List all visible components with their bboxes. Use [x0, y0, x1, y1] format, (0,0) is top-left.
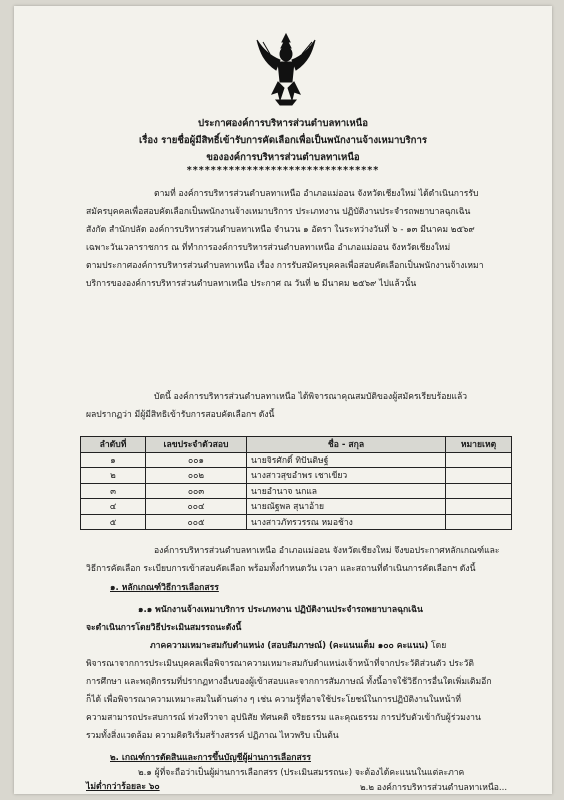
cell-remark: [446, 452, 512, 468]
section-1-1-title: ๑.๑ พนักงานจ้างเหมาบริการ ประเภทงาน ปฏิบัติงานประจำรถพยาบาลฉุกเฉิน: [138, 605, 423, 615]
cell-remark: [446, 499, 512, 515]
table-row: [81, 452, 512, 468]
cell-name: นายอำนาจ นกแล: [247, 483, 446, 499]
cell-order: ๒: [81, 468, 146, 484]
section-2-heading: ๒. เกณฑ์การตัดสินและการขึ้นบัญชีผู้ผ่านการเลือกสรร: [110, 753, 311, 763]
intro-line: สมัครบุคคลเพื่อสอบคัดเลือกเป็นพนักงานจ้างเหมาบริการ ประเภทงาน ปฏิบัติงานประจำรถพยาบาลฉุกเฉิน: [86, 207, 471, 217]
cell-exam-id: ๐๐๑: [146, 452, 247, 468]
cell-exam-id: ๐๐๒: [146, 468, 247, 484]
table-row: [81, 514, 512, 530]
cell-exam-id: ๐๐๔: [146, 499, 247, 515]
cell-order: ๓: [81, 483, 146, 499]
candidate-table: [80, 436, 512, 530]
cell-name: นางสาวภัทรวรรณ หมอช้าง: [247, 514, 446, 530]
column-header-order: ลำดับที่: [81, 437, 146, 453]
cell-order: ๔: [81, 499, 146, 515]
cell-name: นายจิรศักดิ์ ทิปันติษฐ์: [247, 452, 446, 468]
column-header-name: ชื่อ - สกุล: [247, 437, 446, 453]
subject-line-2: ขององค์การบริหารส่วนตำบลทาเหนือ: [206, 152, 360, 163]
subject-line: เรื่อง รายชื่อผู้มีสิทธิ์เข้ารับการคัดเลือกเพื่อเป็นพนักงานจ้างเหมาบริการ: [138, 135, 428, 146]
section-1-body-line: ความสามารถประสบการณ์ ท่วงทีวาจา อุปนิสัย ทัศนคติ จริยธรรม และคุณธรรม การปรับตัวเข้ากับผู้ร่วมงาน: [86, 713, 481, 723]
section-1-1-label-line: [150, 638, 446, 655]
section-2-1-text-2: ไม่ต่ำกว่าร้อยละ ๖๐: [86, 782, 160, 792]
criteria-intro-line: องค์การบริหารส่วนตำบลทาเหนือ อำเภอแม่ออน จังหวัดเชียงใหม่ จึงขอประกาศหลักเกณฑ์และ: [154, 546, 500, 556]
table-row: [81, 483, 512, 499]
section-1-body-line: การศึกษา และพฤติกรรมที่ปรากฏทางอื่นของผู้เข้าสอบและจากการสัมภาษณ์ ทั้งนี้อาจใช้วิธีการอื่นใดเพิ่มเติมอีก: [86, 677, 492, 687]
section-1-1-label: ภาคความเหมาะสมกับตำแหน่ง (สอบสัมภาษณ์) (คะแนนเต็ม ๑๐๐ คะแนน): [150, 641, 429, 651]
cell-remark: [446, 514, 512, 530]
now-para-line: ผลปรากฏว่า มีผู้มีสิทธิเข้ารับการสอบคัดเลือกฯ ดังนี้: [86, 410, 275, 420]
cell-exam-id: ๐๐๓: [146, 483, 247, 499]
continuation-text: ๒.๒ องค์การบริหารส่วนตำบลทาเหนือ...: [360, 783, 508, 793]
garuda-emblem-icon: [254, 30, 318, 106]
column-header-exam-id: เลขประจำตัวสอบ: [146, 437, 247, 453]
cell-remark: [446, 468, 512, 484]
now-para-line: บัดนี้ องค์การบริหารส่วนตำบลทาเหนือ ได้พิจารณาคุณสมบัติของผู้สมัครเรียบร้อยแล้ว: [154, 392, 468, 402]
intro-line: เฉพาะวันเวลาราชการ ณ ที่ทำการองค์การบริหารส่วนตำบลทาเหนือ อำเภอแม่ออน จังหวัดเชียงใหม่: [86, 243, 451, 253]
intro-line: บริการขององค์การบริหารส่วนตำบลทาเหนือ ประกาศ ณ วันที่ ๒ มีนาคม ๒๕๖๙ ไปแล้วนั้น: [86, 279, 417, 289]
column-header-remark: หมายเหตุ: [446, 437, 512, 453]
section-1-body-line: รวมทั้งสิ่งแวดล้อม ความคิดริเริ่มสร้างสรรค์ ปฏิภาณ ไหวพริบ เป็นต้น: [86, 731, 339, 741]
section-1-heading: ๑. หลักเกณฑ์วิธีการเลือกสรร: [110, 583, 219, 593]
intro-line: ตามประกาศองค์การบริหารส่วนตำบลทาเหนือ เรื่อง การรับสมัครบุคคลเพื่อสอบคัดเลือกเป็นพนักงานจ้างเหมา: [86, 261, 484, 271]
org-title: ประกาศองค์การบริหารส่วนตำบลทาเหนือ: [197, 118, 369, 129]
intro-line: ตามที่ องค์การบริหารส่วนตำบลทาเหนือ อำเภอแม่ออน จังหวัดเชียงใหม่ ได้ดำเนินการรับ: [154, 189, 479, 199]
section-1-body-line: พิจารณาจากการประเมินบุคคลเพื่อพิจารณาความเหมาะสมกับตำแหน่งเจ้าหน้าที่จากประวัติส่วนตัว ประวัติ: [86, 659, 474, 669]
cell-order: ๕: [81, 514, 146, 530]
table-row: [81, 499, 512, 515]
table-header-row: [81, 437, 512, 453]
cell-exam-id: ๐๐๕: [146, 514, 247, 530]
criteria-intro-line: วิธีการคัดเลือก ระเบียบการเข้าสอบคัดเลือก พร้อมทั้งกำหนดวัน เวลา และสถานที่ดำเนินการคัดเลือกฯ ดังนี้: [86, 564, 476, 574]
section-1-1-title-2: จะดำเนินการโดยวิธีประเมินสมรรถนะดังนี้: [86, 623, 242, 633]
section-1-body-line: ก็ได้ เพื่อพิจารณาความเหมาะสมในด้านต่าง ๆ เช่น ความรู้ที่อาจใช้ประโยชน์ในการปฏิบัติงานในหน้าที่: [86, 695, 462, 705]
cell-remark: [446, 483, 512, 499]
intro-line: สังกัด สำนักปลัด องค์การบริหารส่วนตำบลทาเหนือ จำนวน ๑ อัตรา ในระหว่างวันที่ ๖ - ๑๓ มีนาคม ๒๕๖๙: [86, 225, 475, 235]
section-2-1-text: ๒.๑ ผู้ที่จะถือว่าเป็นผู้ผ่านการเลือกสรร (ประเมินสมรรถนะ) จะต้องได้คะแนนในแต่ละภาค: [138, 768, 465, 778]
table-row: [81, 468, 512, 484]
cell-name: นายณัฐพล สุนาอ้าย: [247, 499, 446, 515]
section-1-1-label-tail: โดย: [431, 641, 447, 651]
document-page: [14, 6, 552, 794]
cell-order: ๑: [81, 452, 146, 468]
separator: ********************************: [186, 165, 380, 176]
cell-name: นางสาวสุขอำพร เชาเขียว: [247, 468, 446, 484]
